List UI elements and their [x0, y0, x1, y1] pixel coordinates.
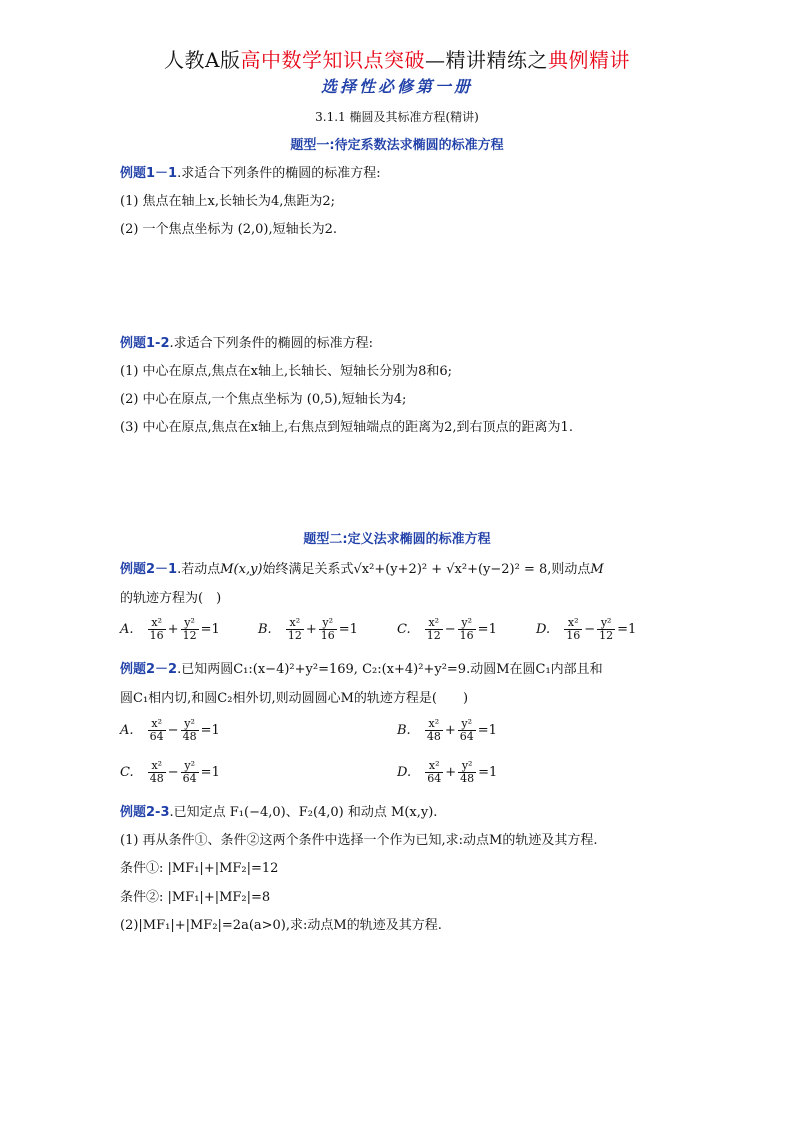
equals: =1 [338, 622, 358, 637]
fraction [286, 617, 304, 642]
option-b [397, 718, 497, 743]
title-part-2: 精讲精练之 [445, 48, 548, 72]
type1-heading: 题型一:待定系数法求椭圆的标准方程 [290, 138, 504, 153]
option-key: D. [397, 765, 412, 780]
denominator: 12 [426, 629, 441, 642]
numerator: x² [425, 760, 443, 773]
title-part: 人教A版 [164, 48, 241, 72]
example-1-1-line1: (1) 焦点在轴上x,长轴长为4,焦距为2; [120, 194, 336, 209]
numerator: y² [458, 617, 476, 630]
option-key: B. [258, 622, 272, 637]
example-2-1-line2: 的轨迹方程为( ) [120, 591, 222, 606]
numerator: x² [425, 617, 443, 630]
option-key: A. [120, 723, 134, 738]
denominator: 16 [459, 629, 474, 642]
numerator: x² [148, 617, 166, 630]
fraction [148, 760, 166, 785]
operator: + [445, 765, 457, 780]
section-heading: 3.1.1 椭圆及其标准方程(精讲) [315, 110, 479, 124]
numerator: x² [425, 718, 443, 731]
operator: − [167, 723, 179, 738]
fraction [564, 617, 582, 642]
denominator: 64 [149, 730, 164, 743]
operator: + [305, 622, 317, 637]
page-title [0, 44, 794, 73]
example-label: 例题1-2 [120, 336, 170, 351]
numerator: x² [564, 617, 582, 630]
example-2-1 [120, 558, 604, 577]
numerator: y² [597, 617, 615, 630]
example-label: 例题2-3 [120, 805, 170, 820]
fraction [458, 617, 476, 642]
numerator: x² [286, 617, 304, 630]
numerator: x² [148, 760, 166, 773]
denominator: 12 [182, 629, 197, 642]
example-text: .已知定点 F₁(−4,0)、F₂(4,0) 和动点 M(x,y). [169, 805, 438, 820]
example-2-3-condition1: 条件①: |MF₁|+|MF₂|=12 [120, 861, 279, 876]
example-label: 例题2－2 [120, 662, 178, 677]
example-1-1 [120, 162, 381, 181]
numerator: x² [148, 718, 166, 731]
example-2-3-condition2: 条件②: |MF₁|+|MF₂|=8 [120, 890, 271, 905]
math-equation: C₁:(x−4)²+y²=169, [233, 662, 358, 677]
option-a [120, 617, 220, 642]
example-text: 始终满足关系式 [262, 562, 354, 577]
option-b [258, 617, 358, 642]
option-key: A. [120, 622, 134, 637]
denominator: 48 [149, 772, 164, 785]
example-2-2-line2: 圆C₁相内切,和圆C₂相外切,则动圆圆心M的轨迹方程是( ) [120, 691, 469, 706]
equals: =1 [477, 622, 497, 637]
math-equation: C₂:(x+4)²+y²=9. [362, 662, 471, 677]
example-text: 动圆M在圆C₁内部且和 [470, 662, 603, 677]
fraction [425, 760, 443, 785]
fraction [319, 617, 337, 642]
equals: =1 [478, 765, 498, 780]
option-d [536, 617, 636, 642]
example-text: .已知两圆 [177, 662, 234, 677]
equals: =1 [617, 622, 637, 637]
title-red-part: 高中数学知识点突破 [240, 48, 425, 72]
numerator: y² [458, 718, 476, 731]
denominator: 12 [599, 629, 614, 642]
option-key: D. [536, 622, 551, 637]
equals: =1 [200, 723, 220, 738]
example-1-2 [120, 332, 373, 351]
example-1-2-line3: (3) 中心在原点,焦点在x轴上,右焦点到短轴端点的距离为2,到右顶点的距离为1. [120, 420, 573, 435]
denominator: 64 [459, 730, 474, 743]
example-label: 例题1－1 [120, 166, 178, 181]
example-2-3-line1: (1) 再从条件①、条件②这两个条件中选择一个作为已知,求:动点M的轨迹及其方程. [120, 833, 598, 848]
example-text: ,则动点 [547, 562, 591, 577]
denominator: 12 [287, 629, 302, 642]
fraction [597, 617, 615, 642]
fraction [148, 617, 166, 642]
fraction [148, 718, 166, 743]
example-2-3-line4: (2)|MF₁|+|MF₂|=2a(a>0),求:动点M的轨迹及其方程. [120, 918, 442, 933]
math-equation: √x²+(y+2)² + √x²+(y−2)² = 8 [353, 562, 548, 577]
operator: + [444, 723, 456, 738]
denominator: 16 [149, 629, 164, 642]
type2-heading: 题型二:定义法求椭圆的标准方程 [303, 532, 491, 547]
operator: − [444, 622, 456, 637]
numerator: y² [181, 760, 199, 773]
option-key: C. [397, 622, 411, 637]
option-key: C. [120, 765, 134, 780]
title-red-part-2: 典例精讲 [547, 48, 630, 72]
example-label: 例题2－1 [120, 562, 178, 577]
numerator: y² [181, 617, 199, 630]
option-a [120, 718, 220, 743]
option-c [397, 617, 497, 642]
denominator: 64 [427, 772, 442, 785]
option-c [120, 760, 220, 785]
fraction [458, 718, 476, 743]
denominator: 16 [320, 629, 335, 642]
denominator: 48 [182, 730, 197, 743]
fraction [458, 760, 476, 785]
option-d [397, 760, 497, 785]
subtitle: 选择性必修第一册 [320, 77, 473, 96]
operator: + [167, 622, 179, 637]
example-text: .求适合下列条件的椭圆的标准方程: [169, 336, 374, 351]
denominator: 48 [426, 730, 441, 743]
fraction [425, 718, 443, 743]
equals: =1 [200, 765, 220, 780]
example-text: .求适合下列条件的椭圆的标准方程: [177, 166, 381, 181]
example-text: .若动点 [177, 562, 221, 577]
numerator: y² [319, 617, 337, 630]
example-1-1-line2: (2) 一个焦点坐标为 (2,0),短轴长为2. [120, 222, 338, 237]
equals: =1 [477, 723, 497, 738]
math-point: M(x,y) [220, 562, 263, 577]
fraction [181, 760, 199, 785]
option-key: B. [397, 723, 411, 738]
title-dash: — [424, 48, 446, 72]
fraction [181, 718, 199, 743]
operator: − [584, 622, 596, 637]
denominator: 16 [566, 629, 581, 642]
equals: =1 [200, 622, 220, 637]
operator: − [167, 765, 179, 780]
denominator: 64 [182, 772, 197, 785]
example-1-2-line1: (1) 中心在原点,焦点在x轴上,长轴长、短轴长分别为8和6; [120, 364, 453, 379]
denominator: 48 [460, 772, 475, 785]
math-var: M [590, 562, 604, 577]
example-2-3 [120, 801, 437, 820]
example-1-2-line2: (2) 中心在原点,一个焦点坐标为 (0,5),短轴长为4; [120, 392, 407, 407]
numerator: y² [458, 760, 476, 773]
numerator: y² [181, 718, 199, 731]
example-2-2 [120, 658, 603, 677]
fraction [181, 617, 199, 642]
fraction [425, 617, 443, 642]
